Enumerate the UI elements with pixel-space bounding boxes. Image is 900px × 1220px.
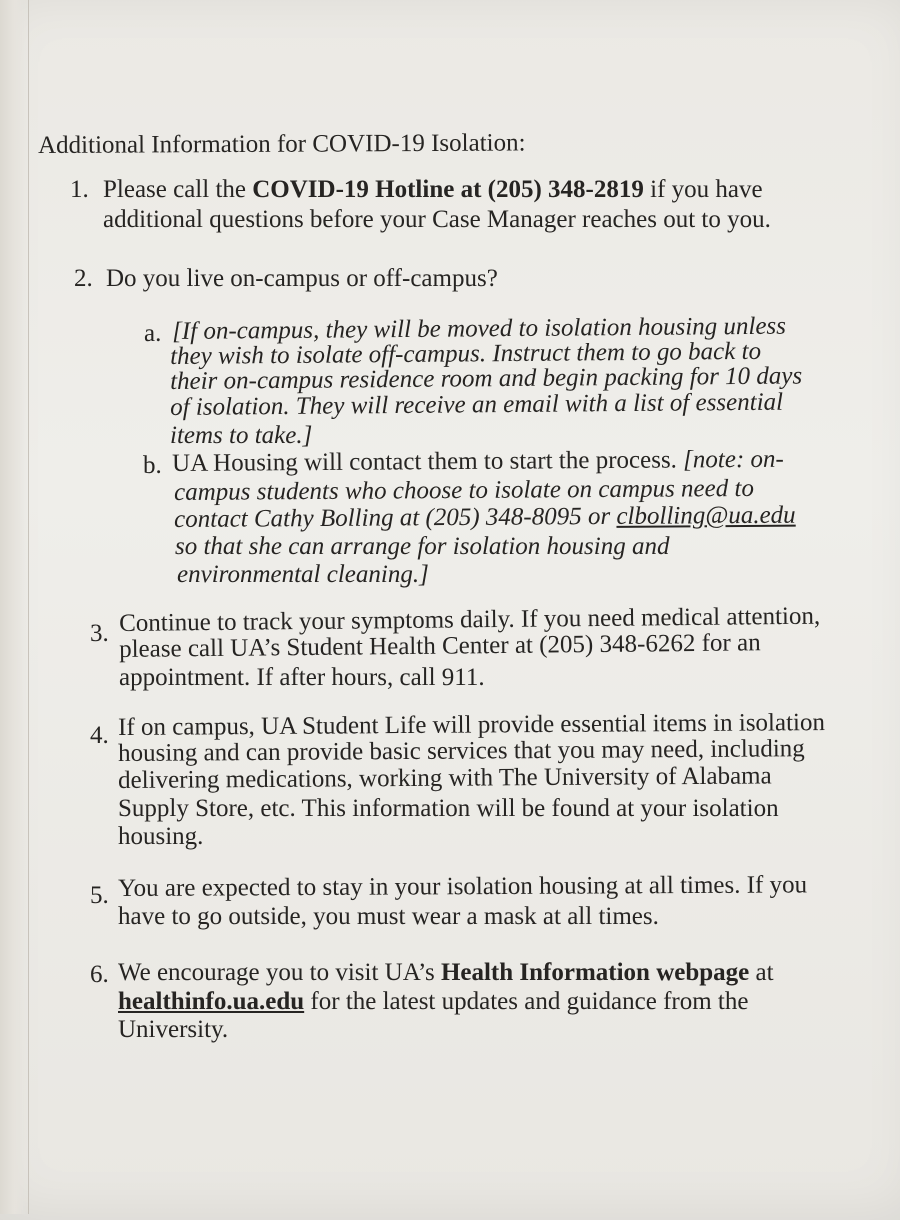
- item-4-line-1: If on campus, UA Student Life will provide essential items in isolation: [118, 709, 826, 741]
- item-2b-text: UA Housing will contact them to start the process.: [172, 446, 684, 477]
- item-3-line-3: appointment. If after hours, call 911.: [119, 664, 485, 691]
- item-2b-letter: b.: [143, 452, 162, 479]
- item-1-text-end: if you have: [643, 176, 763, 203]
- health-info-bold: Health Information webpage: [440, 959, 750, 986]
- item-6-text-end: at: [749, 959, 774, 986]
- item-3-number: 3.: [90, 620, 109, 647]
- item-1-text: Please call the: [103, 176, 253, 203]
- item-6-number: 6.: [90, 961, 109, 988]
- item-1-number: 1.: [70, 176, 89, 203]
- item-2b-line-4: [175, 531, 669, 562]
- item-6-line-3: University.: [118, 1016, 229, 1043]
- email-link[interactable]: clbolling@ua.edu: [616, 501, 796, 530]
- item-2a-italic: of isolation. They will receive an email with a list of essential: [170, 388, 784, 421]
- item-5-line-1: You are expected to stay in your isolation housing at all times. If you: [118, 871, 808, 902]
- item-2b-italic: so that she can arrange for isolation housing and: [175, 533, 670, 560]
- item-4-number: 4.: [90, 722, 109, 749]
- item-4-line-5: housing.: [118, 823, 204, 850]
- item-2a-italic: they wish to isolate off-campus. Instruct them to go back to: [170, 337, 762, 370]
- item-2a-italic: their on-campus residence room and begin packing for 10 days: [170, 362, 803, 395]
- page-heading: Additional Information for COVID-19 Isolation:: [38, 129, 526, 159]
- item-6-line-2: [118, 986, 748, 1017]
- item-2b-italic: contact Cathy Bolling at (205) 348-8095 or: [174, 502, 617, 533]
- item-2b-italic: environmental cleaning.]: [177, 561, 429, 588]
- page-curl-edge: [0, 0, 29, 1214]
- item-4-line-4: Supply Store, etc. This information will be found at your isolation: [118, 795, 779, 822]
- item-2a-italic: items to take.]: [170, 422, 313, 449]
- item-1-line-2: additional questions before your Case Manager reaches out to you.: [103, 206, 771, 233]
- item-6-text: We encourage you to visit UA’s: [118, 959, 441, 986]
- item-5-number: 5.: [90, 882, 109, 909]
- item-2-number: 2.: [74, 265, 93, 292]
- item-2b-line-5: [177, 559, 429, 590]
- healthinfo-link[interactable]: healthinfo.ua.edu: [118, 988, 305, 1015]
- item-2a-letter: a.: [144, 320, 162, 347]
- item-6-text: for the latest updates and guidance from the: [304, 988, 749, 1015]
- item-2-line-1: Do you live on-campus or off-campus?: [106, 265, 498, 292]
- item-6-line-1: [118, 957, 774, 988]
- item-2b-note-start: [note: on-: [683, 445, 784, 474]
- item-2b-line-3: [174, 500, 796, 535]
- item-4-line-3: delivering medications, working with The University of Alabama: [118, 762, 772, 794]
- item-2a-line-4: [170, 387, 783, 423]
- hotline-bold: COVID-19 Hotline at (205) 348-2819: [252, 176, 644, 203]
- item-2a-italic: [If on-campus, they will be moved to isolation housing unless: [172, 312, 787, 345]
- item-2b-italic: campus students who choose to isolate on campus need to: [174, 474, 755, 506]
- item-1-line-1: [103, 174, 763, 205]
- item-3-line-2: please call UA’s Student Health Center at (205) 348-6262 for an: [119, 629, 761, 663]
- item-4-line-2: housing and can provide basic services that you may need, including: [118, 735, 805, 767]
- item-3-line-1: Continue to track your symptoms daily. If you need medical attention,: [119, 602, 821, 637]
- item-5-line-2: have to go outside, you must wear a mask at all times.: [118, 903, 659, 930]
